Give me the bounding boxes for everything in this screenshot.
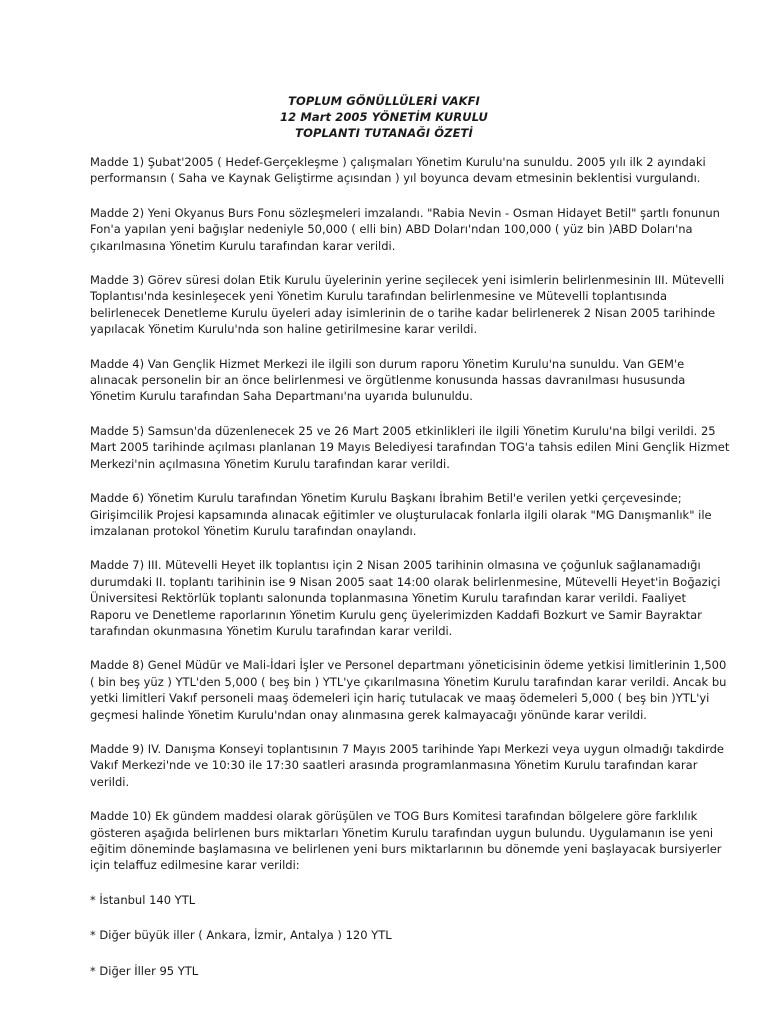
bullet-istanbul: * İstanbul 140 YTL bbox=[90, 892, 196, 907]
article-2: Madde 2) Yeni Okyanus Burs Fonu sözleşmeleri imzalandı. "Rabia Nevin - Osman Hidayet Betil" şartlı fonunun Fon'a yapılan yeni bağışlar nedeniyle 50,000 ( elli bin) ABD Doları'ndan 100,000 ( yüz bin )ABD Doları'na çıkarılmasına Yönetim Kurulu tarafından karar verildi. bbox=[90, 205, 720, 253]
article-5: Madde 5) Samsun'da düzenlenecek 25 ve 26 Mart 2005 etkinlikleri ile ilgili Yönetim Kurulu'na bilgi verildi. 25 Mart 2005 tarihinde açılması planlanan 19 Mayıs Belediyesi tarafından TOG'a tahsis edilen Mini Gençlik Hizmet Merkezi'nin açılmasına Yönetim Kurulu tarafından karar verildi. bbox=[90, 423, 730, 471]
article-6: Madde 6) Yönetim Kurulu tarafından Yönetim Kurulu Başkanı İbrahim Betil'e verilen yetki çerçevesinde; Girişimcilik Projesi kapsamında alınacak eğitimler ve oluşturulacak fonlarla ilgili olarak "MG Danışmanlık" ile imzalanan protokol Yönetim Kurulu tarafından onaylandı. bbox=[90, 491, 712, 538]
article-9: Madde 9) IV. Danışma Konseyi toplantısının 7 Mayıs 2005 tarihinde Yapı Merkezi veya uygun olmadığı takdirde Vakıf Merkezi'nde ve 10:30 ile 17:30 saatleri arasında programlanmasına Yönetim Kurulu tarafından karar verildi. bbox=[90, 741, 724, 789]
article-8: Madde 8) Genel Müdür ve Mali-İdari İşler ve Personel departmanı yöneticisinin ödeme yetkisi limitlerinin 1,500 ( bin beş yüz ) YTL'den 5,000 ( beş bin ) YTL'ye çıkarılmasına Yönetim Kurulu tarafından karar verildi. Ancak bu yetki limitleri Vakıf personeli maaş ödemeleri için hariç tutulacak ve maaş ödemeleri 5,000 ( beş bin )YTL'yi geçmesi halinde Yönetim Kurulu'ndan onay alınmasına gerek kalmayacağı yönünde karar verildi. bbox=[90, 658, 727, 722]
article-3: Madde 3) Görev süresi dolan Etik Kurulu üyelerinin yerine seçilecek yeni isimlerin belirlenmesinin III. Mütevelli Toplantısı'nda kesinleşecek yeni Yönetim Kurulu tarafından belirlenmesine ve Mütevelli toplantısında belirlenecek Denetleme Kurulu üyeleri aday isimlerinin de o tarihe kadar belirlenerek 2 Nisan 2005 tarihinde yapılacak Yönetim Kurulu'nda son haline getirilmesine karar verildi. bbox=[90, 273, 725, 337]
title-line-date: 12 Mart 2005 YÖNETİM KURULU bbox=[280, 110, 488, 124]
document-title bbox=[0, 93, 768, 141]
bullet-other-cities: * Diğer İller 95 YTL bbox=[90, 963, 199, 978]
article-4: Madde 4) Van Gençlik Hizmet Merkezi ile ilgili son durum raporu Yönetim Kurulu'na sunuldu. Van GEM'e alınacak personelin bir an önce belirlenmesi ve örgütlenme konusunda hassas davranılması hususunda Yönetim Kurulu tarafından Saha Departmanı'na uyarıda bulunuldu. bbox=[90, 356, 686, 404]
bullet-large-cities: * Diğer büyük iller ( Ankara, İzmir, Antalya ) 120 YTL bbox=[90, 928, 392, 943]
article-1: Madde 1) Şubat'2005 ( Hedef-Gerçekleşme ) çalışmaları Yönetim Kurulu'na sunuldu. 2005 yılı ilk 2 ayındaki performansın ( Saha ve Kaynak Geliştirme açısından ) yıl boyunca devam etmesinin beklentisi vurgulandı. bbox=[90, 155, 706, 186]
article-7: Madde 7) III. Mütevelli Heyet ilk toplantısı için 2 Nisan 2005 tarihinin olmasına ve çoğunluk sağlanamadığı durumdaki II. toplantı tarihinin ise 9 Nisan 2005 saat 14:00 olarak belirlenmesine, Mütevelli Heyet'in Boğaziçi Üniversitesi Rektörlük toplantı salonunda toplanmasına Yönetim Kurulu tarafından karar verildi. Faaliyet Raporu ve Denetleme raporlarının Yönetim Kurulu genç üyelerimizden Kaddafi Bozkurt ve Samir Bayraktar tarafından okunmasına Yönetim Kurulu tarafından karar verildi. bbox=[90, 558, 721, 638]
title-line-subject: TOPLANTI TUTANAĞI ÖZETİ bbox=[295, 126, 473, 140]
title-line-organization: TOPLUM GÖNÜLLÜLERİ VAKFI bbox=[288, 94, 480, 108]
article-10: Madde 10) Ek gündem maddesi olarak görüşülen ve TOG Burs Komitesi tarafından bölgelere göre farklılık gösteren aşağıda belirlenen burs miktarları Yönetim Kurulu tarafından uygun bulundu. Uygulamanın ise yeni eğitim döneminde başlamasına ve belirlenen yeni burs miktarlarının bu dönemde yeni başlayacak bursiyerler için telaffuz edilmesine karar verildi: bbox=[90, 809, 722, 873]
document-body bbox=[90, 154, 730, 998]
